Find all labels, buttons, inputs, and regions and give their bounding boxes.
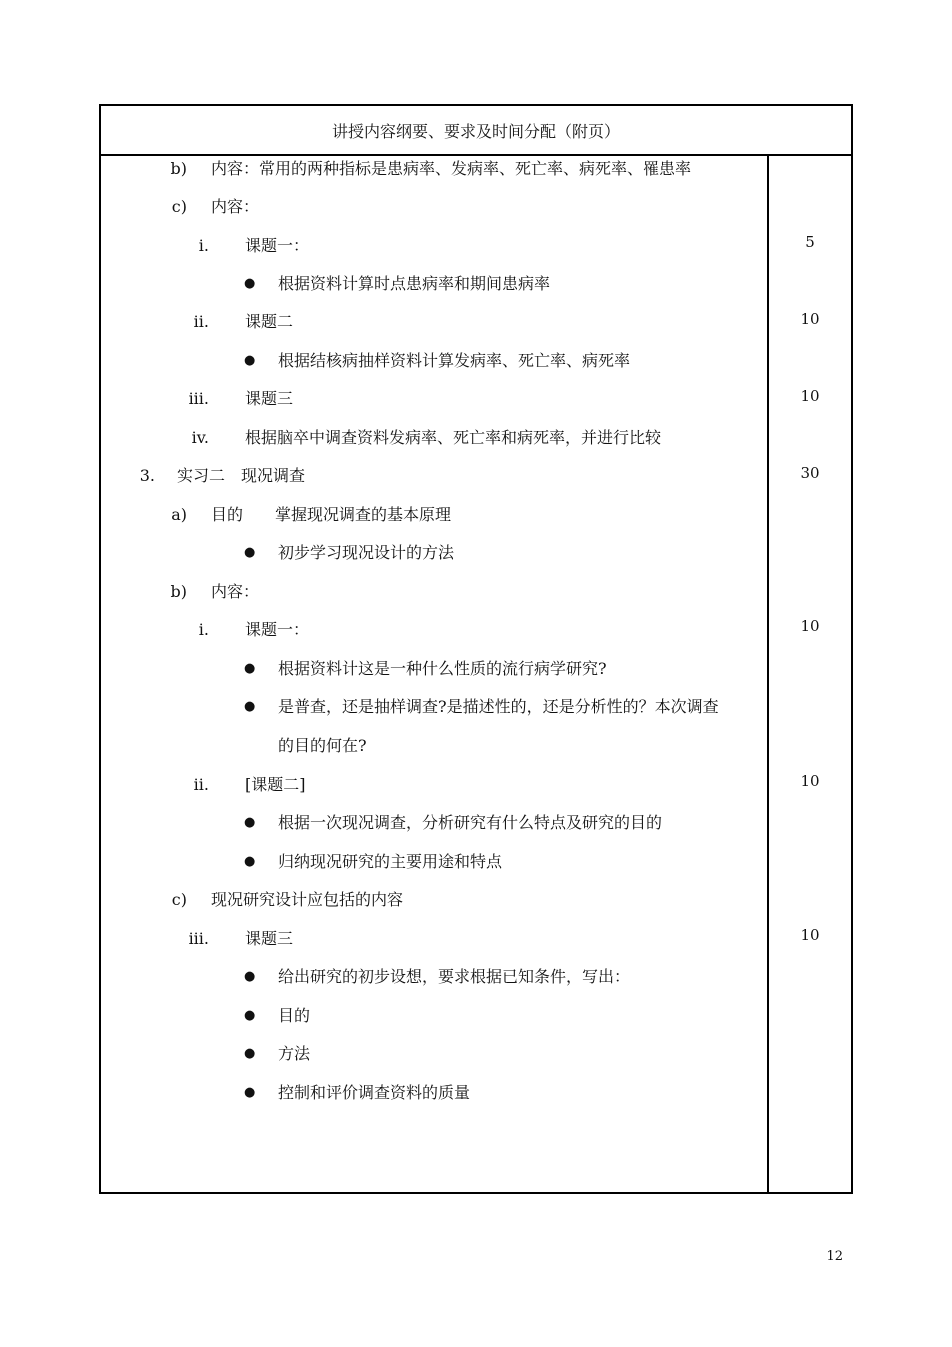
outline-line-text: 课题一： [245, 620, 310, 639]
list-marker: b) [170, 159, 187, 178]
list-marker: i. [198, 236, 209, 255]
outline-line-text: 根据结核病抽样资料计算发病率、死亡率、病死率 [278, 351, 631, 370]
time-allocation: 10 [800, 772, 820, 790]
list-marker: iv. [191, 428, 209, 447]
table-header [101, 106, 851, 156]
outline-line-text: 是普查，还是抽样调查?是描述性的，还是分析性的？本次调查 [278, 697, 719, 716]
list-marker: a) [171, 505, 187, 524]
outline-line-text: 初步学习现况设计的方法 [278, 543, 455, 562]
outline-line-text: 归纳现况研究的主要用途和特点 [278, 852, 503, 871]
bullet-icon: ● [244, 1046, 256, 1061]
outline-line-text: 方法 [278, 1044, 311, 1063]
outline-line-text: 课题三 [245, 389, 294, 408]
outline-table [99, 104, 853, 1194]
list-marker: 3. [139, 466, 155, 485]
bullet-icon: ● [244, 353, 256, 368]
list-marker: ii. [193, 775, 209, 794]
bullet-icon: ● [244, 661, 256, 676]
outline-line-text: 课题三 [245, 929, 294, 948]
outline-line-text: 目的 掌握现况调查的基本原理 [211, 505, 452, 524]
list-marker: b) [170, 582, 187, 601]
page-number: 12 [826, 1249, 843, 1264]
outline-line-text: 的目的何在? [278, 736, 367, 755]
time-allocation: 5 [805, 233, 815, 251]
list-marker: ii. [193, 312, 209, 331]
outline-line-text: 根据一次现况调查，分析研究有什么特点及研究的目的 [278, 813, 663, 832]
outline-line-text: 课题二 [245, 312, 294, 331]
outline-line-text: 内容： [211, 197, 260, 216]
bullet-icon: ● [244, 276, 256, 291]
outline-line-text: 给出研究的初步设想，要求根据已知条件，写出： [278, 967, 631, 986]
outline-line-text: 根据资料计算时点患病率和期间患病率 [278, 274, 551, 293]
outline-line-text: 课题一： [245, 236, 310, 255]
list-marker: c) [171, 197, 187, 216]
list-marker: iii. [188, 929, 209, 948]
outline-line-text: 根据资料计这是一种什么性质的流行病学研究? [278, 659, 607, 678]
time-allocation: 30 [800, 464, 820, 482]
list-marker: iii. [188, 389, 209, 408]
outline-line-text: 现况研究设计应包括的内容 [211, 890, 404, 909]
bullet-icon: ● [244, 1085, 256, 1100]
time-allocation: 10 [800, 617, 820, 635]
list-marker: i. [198, 620, 209, 639]
bullet-icon: ● [244, 815, 256, 830]
time-allocation: 10 [800, 926, 820, 944]
outline-line-text: 内容：常用的两种指标是患病率、发病率、死亡率、病死率、罹患率 [211, 159, 692, 178]
outline-line-text: [课题二] [245, 775, 306, 794]
time-allocation: 10 [800, 387, 820, 405]
list-marker: c) [171, 890, 187, 909]
header-title: 讲授内容纲要、要求及时间分配（附页） [331, 121, 620, 141]
bullet-icon: ● [244, 1008, 256, 1023]
outline-line-text: 内容： [211, 582, 260, 601]
outline-line-text: 目的 [278, 1006, 311, 1025]
outline-line-text: 实习二 现况调查 [177, 466, 306, 485]
outline-line-text: 控制和评价调查资料的质量 [278, 1083, 471, 1102]
time-allocation: 10 [800, 310, 820, 328]
bullet-icon: ● [244, 699, 256, 714]
outline-line-text: 根据脑卒中调查资料发病率、死亡率和病死率，并进行比较 [245, 428, 662, 447]
bullet-icon: ● [244, 854, 256, 869]
bullet-icon: ● [244, 969, 256, 984]
bullet-icon: ● [244, 545, 256, 560]
